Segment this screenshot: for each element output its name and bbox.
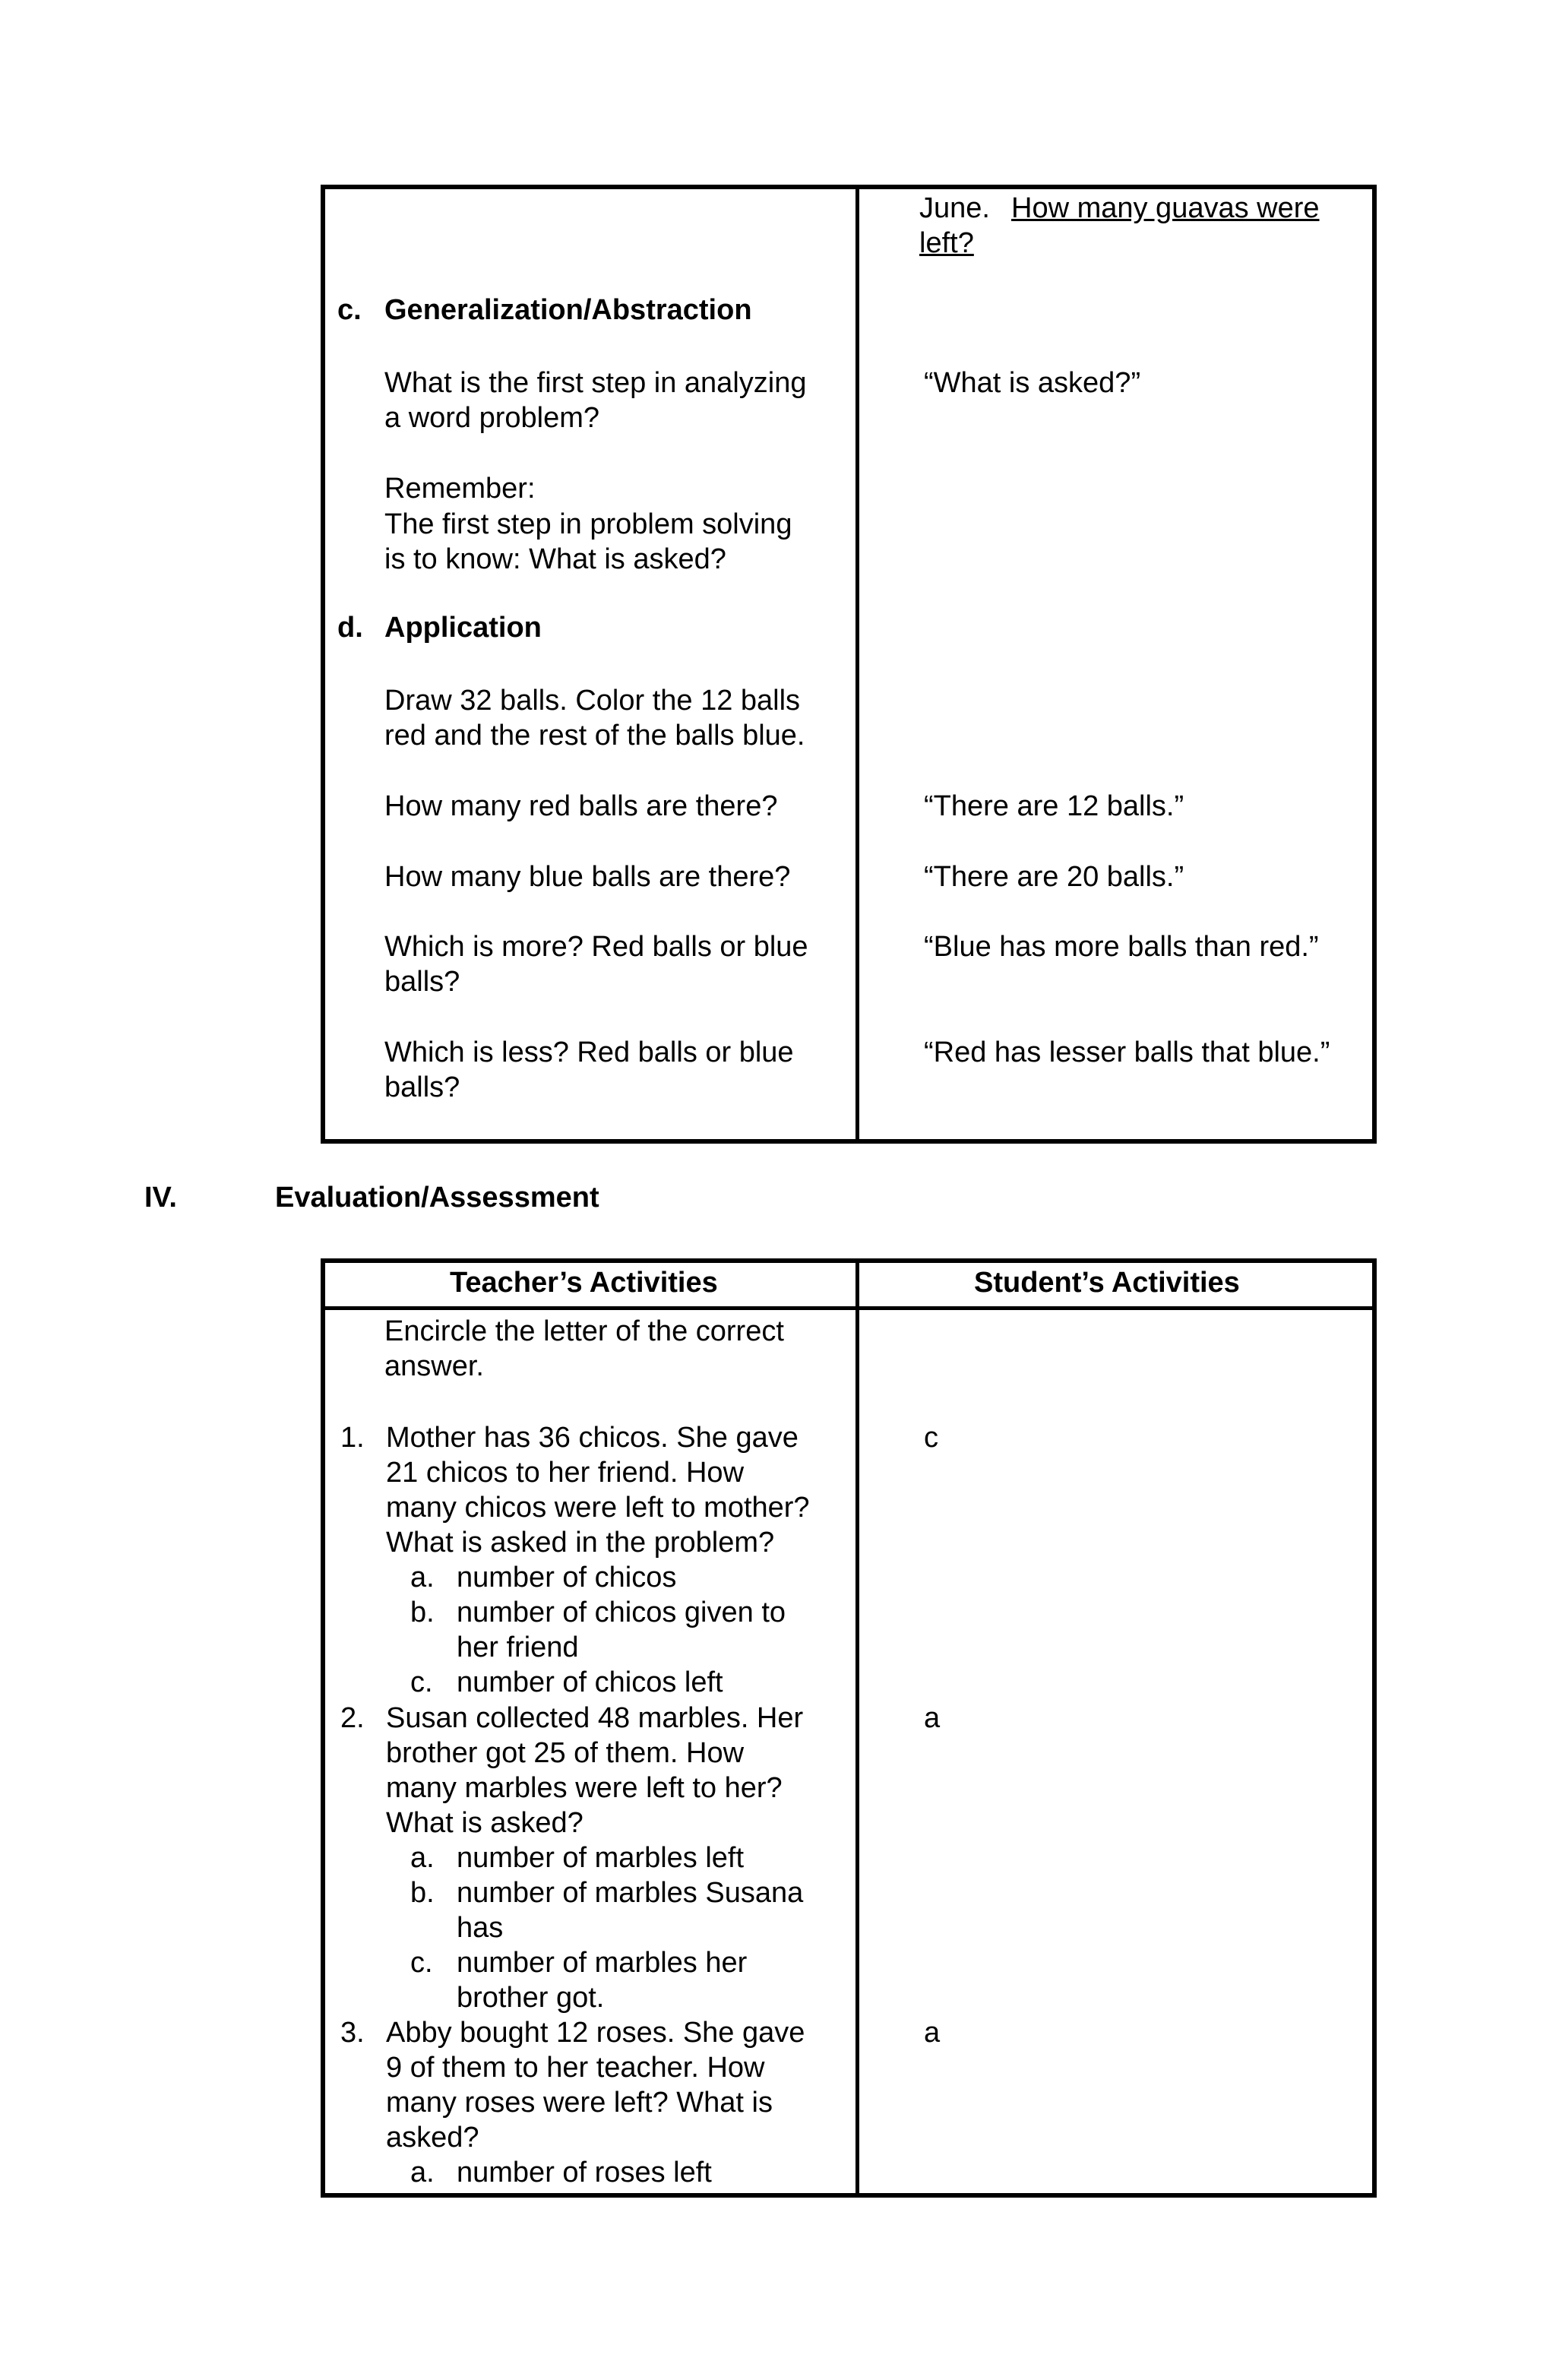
first-step-question: What is the first step in analyzing (384, 367, 807, 399)
item-1-text-line: Mother has 36 chicos. She gave (386, 1422, 799, 1454)
section-iv-numeral: IV. (144, 1182, 177, 1214)
answer-blue-balls: “There are 20 balls.” (924, 861, 1184, 893)
item-2-number: 2. (340, 1702, 365, 1734)
question-which-more: Which is more? Red balls or blue (384, 931, 808, 963)
right-top-question: How many guavas were (1011, 192, 1320, 224)
question-red-balls: How many red balls are there? (384, 790, 778, 822)
choice-text: her friend (457, 1632, 579, 1663)
choice-letter: c. (410, 1666, 433, 1698)
item-1-number: 1. (340, 1422, 365, 1454)
item-2-text-line: brother got 25 of them. How (386, 1737, 745, 1769)
item-2-text-line: Susan collected 48 marbles. Her (386, 1702, 804, 1734)
draw-instruction-cont: red and the rest of the balls blue. (384, 720, 805, 752)
choice-text: number of marbles her (457, 1947, 748, 1979)
choice-letter: b. (410, 1877, 435, 1909)
item-3-answer: a (924, 2017, 941, 2049)
remember-line-1: The first step in problem solving (384, 508, 792, 540)
right-top-text: June. (919, 192, 990, 224)
choice-text: number of chicos given to (457, 1597, 786, 1628)
section-c-marker: c. (337, 294, 362, 326)
remember-line-2: is to know: What is asked? (384, 543, 726, 575)
instruction: Encircle the letter of the correct (384, 1315, 784, 1347)
choice-letter: a. (410, 1842, 435, 1874)
first-step-answer: “What is asked?” (924, 367, 1141, 399)
instruction-cont: answer. (384, 1350, 484, 1382)
table-2-header-divider (321, 1306, 1377, 1310)
section-d-marker: d. (337, 612, 363, 644)
choice-letter: c. (410, 1947, 433, 1979)
item-3-text-line: many roses were left? What is (386, 2087, 773, 2119)
item-2-answer: a (924, 1702, 941, 1734)
item-1-text-line: 21 chicos to her friend. How (386, 1457, 745, 1489)
choice-text: number of marbles Susana (457, 1877, 804, 1909)
choice-text: number of marbles left (457, 1842, 745, 1874)
item-3-number: 3. (340, 2017, 365, 2049)
answer-which-less: “Red has lesser balls that blue.” (924, 1037, 1330, 1068)
draw-instruction: Draw 32 balls. Color the 12 balls (384, 685, 801, 717)
answer-which-more: “Blue has more balls than red.” (924, 931, 1319, 963)
choice-text: number of chicos (457, 1562, 677, 1594)
question-which-less-cont: balls? (384, 1071, 460, 1103)
item-2-text-line: What is asked? (386, 1807, 584, 1839)
item-3-text-line: Abby bought 12 roses. She gave (386, 2017, 805, 2049)
item-3-text-line: 9 of them to her teacher. How (386, 2052, 765, 2084)
item-1-answer: c (924, 1422, 938, 1454)
section-iv-title: Evaluation/Assessment (275, 1182, 599, 1214)
choice-letter: a. (410, 1562, 435, 1594)
choice-letter: a. (410, 2157, 435, 2189)
header-teacher-activities: Teacher’s Activities (450, 1267, 718, 1299)
table-1-border (321, 185, 1377, 1144)
answer-red-balls: “There are 12 balls.” (924, 790, 1184, 822)
item-1-text-line: many chicos were left to mother? (386, 1492, 810, 1524)
choice-text: has (457, 1912, 504, 1944)
choice-text: number of chicos left (457, 1666, 723, 1698)
header-student-activities: Student’s Activities (974, 1267, 1240, 1299)
item-3-text-line: asked? (386, 2122, 479, 2154)
right-top-question-cont: left? (919, 227, 974, 259)
choice-text: number of roses left (457, 2157, 712, 2189)
choice-letter: b. (410, 1597, 435, 1628)
table-1-column-divider (855, 185, 859, 1144)
first-step-question-cont: a word problem? (384, 402, 600, 434)
table-2-column-divider (855, 1258, 859, 2198)
question-which-less: Which is less? Red balls or blue (384, 1037, 794, 1068)
remember-label: Remember: (384, 473, 536, 505)
section-c-title: Generalization/Abstraction (384, 294, 752, 326)
item-2-text-line: many marbles were left to her? (386, 1772, 783, 1804)
question-which-more-cont: balls? (384, 966, 460, 998)
question-blue-balls: How many blue balls are there? (384, 861, 791, 893)
choice-text: brother got. (457, 1982, 605, 2014)
section-d-title: Application (384, 612, 542, 644)
item-1-text-line: What is asked in the problem? (386, 1527, 775, 1559)
